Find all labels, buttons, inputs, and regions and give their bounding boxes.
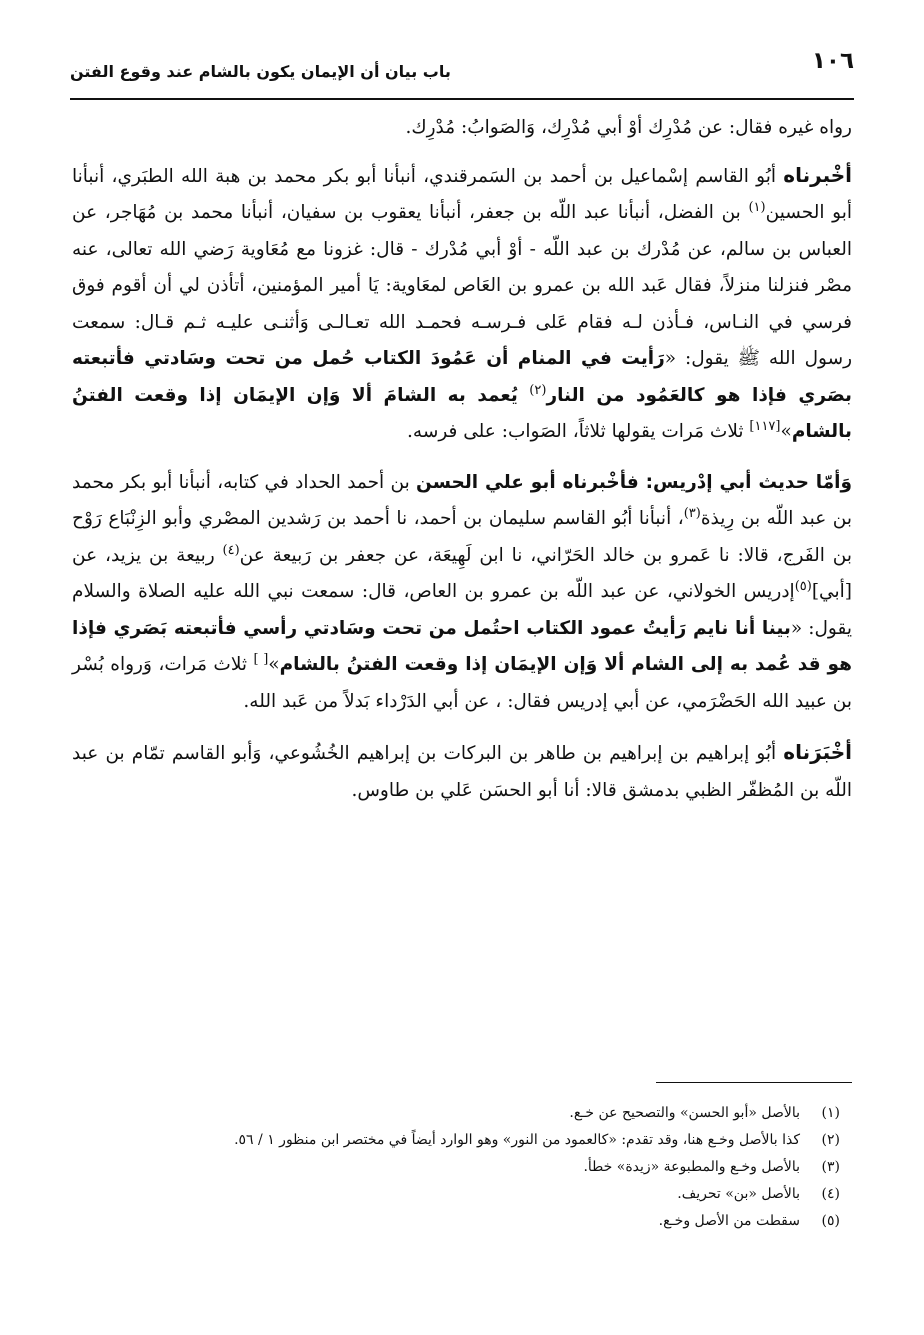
hadith-quote: رَأيت في المنام أن عَمُودَ الكتاب حُمل من تحت وسَادتي فأتبعته بصَري فإذا هو كالعَمُود من النار xyxy=(72,348,853,406)
paragraph-3 xyxy=(72,465,852,721)
footnote-text: بالأصل «أبو الحسن» والتصحيح عن خـع. xyxy=(569,1105,800,1121)
footnote-text: بالأصل «بن» تحريف. xyxy=(677,1186,800,1202)
footnote-text: بالأصل وخـع والمطبوعة «زيدة» خطأ. xyxy=(583,1159,800,1175)
footnote-number: (٣) xyxy=(821,1159,840,1175)
paragraph-lead: أخْبرناه xyxy=(783,162,852,187)
paragraph-lead: أخْبَرَناه xyxy=(783,740,852,764)
footnote-number: (٤) xyxy=(821,1186,840,1202)
footnote-ref[interactable]: (٣) xyxy=(683,505,701,521)
text-run: ، أنبأنا أبُو القاسم سليمان بن أحمد، نا أحمد بن رَشدين المصْري وأبو الزِنْبَاع رَوْح بن الفَرج، قالا: نا عَمرو بن خالد الحَرّاني، نا ابن لَهِيعَة، عن جعفر بن رَبيعة عن xyxy=(72,508,852,566)
footnote-text: سقطت من الأصل وخـع. xyxy=(658,1213,800,1229)
page-ref: [ ] xyxy=(253,651,269,667)
hadith-quote: يُعمد به الشامَ ألا وَإن الإيمَان إذا وقعت الفتنُ بالشام xyxy=(72,384,852,442)
footnote-divider xyxy=(656,1082,852,1083)
footnote-item xyxy=(72,1208,840,1235)
main-text xyxy=(72,110,852,823)
footnote-text: كذا بالأصل وخـع هنا، وقد تقدم: «كالعمود من النور» وهو الوارد أيضاً في مختصر ابن منظور ١ / ٥٦. xyxy=(234,1132,800,1148)
text-run: إدريس الخولاني، عن عبد اللّه بن عمرو بن العاص، قال: سمعت نبي الله عليه الصلاة والسلام يقول: « xyxy=(72,581,852,639)
footnote-ref[interactable]: (٢) xyxy=(529,382,547,398)
page-ref: [١١٧] xyxy=(749,418,781,434)
text-run: ثلاث مَرات، وَرواه بُسْر بن عبيد الله الحَضْرَمي، عن أبي إدريس فقال: ، عن أبي الدَرْداء بَدلاً من عَبد الله. xyxy=(72,654,852,712)
text-run: ربيعة بن يزيد، عن [أبي] xyxy=(72,544,852,602)
text-run: أبُو إبراهيم بن إبراهيم بن طاهر بن البركات بن إبراهيم الخُشُوعي، وَأبو القاسم تمّام بن عبد اللّه بن المُظفّر الظبي بدمشق قالا: أنا أبو الحسَن عَلي بن طاوس. xyxy=(72,743,852,801)
page-header xyxy=(70,48,854,100)
footnote-item xyxy=(72,1127,840,1154)
paragraph-4 xyxy=(72,734,852,809)
paragraph-lead: وَأمّا حديث أبي إدْريس: فأخْبرناه أبو علي الحسن xyxy=(416,471,853,493)
footnote-item xyxy=(72,1154,840,1181)
hadith-quote: بينا أنا نايم رَأيتُ عمود الكتاب احتُمل من تحت وسَادتي رأسي فأتبعته بَصَري فإذا هو قد عُمد به إلى الشام ألا وَإن الإيمَان إذا وقعت الفتنُ بالشام xyxy=(72,617,852,675)
footnote-number: (٥) xyxy=(821,1213,840,1229)
text-run: » xyxy=(268,654,280,675)
text-run: ثلاث مَرات يقولها ثلاثاً، الصَواب: على فرسه. xyxy=(407,421,750,442)
page-number: ١٠٦ xyxy=(811,48,854,74)
footnote-ref[interactable]: (٥) xyxy=(794,578,812,594)
text-run: أبُو القاسم إسْماعيل بن أحمد بن السَمرقندي، أنبأنا أبو بكر محمد بن هبة الله الطبَري، أنبأنا أبو الحسين xyxy=(72,165,852,223)
footnote-item xyxy=(72,1100,840,1127)
paragraph-1: رواه غيره فقال: عن مُدْرِك أوْ أبي مُدْرِك، وَالصَوابُ: مُدْرِك. xyxy=(405,117,852,138)
footnote-number: (٢) xyxy=(821,1132,840,1148)
footnote-item xyxy=(72,1181,840,1208)
text-run: بن أحمد الحداد في كتابه، أنبأنا أبو بكر محمد بن عبد اللّه بن رِيذة xyxy=(72,471,852,529)
footnote-number: (١) xyxy=(821,1105,840,1121)
text-run: » xyxy=(780,421,792,442)
text-run: بن الفضل، أنبأنا عبد اللّه بن جعفر، أنبأنا يعقوب بن سفيان، أنبأنا محمد بن مُهَاجر، عن العباس بن سالم، عن مُدْرك بن عبد اللّه - أوْ أبي مُدْرك - قال: غزونا مع مُعَاوية رَضي الله تعالى، عنه مصْر فنزلنا منزلاً، فقال عَبد الله بن عمرو بن العَاص لمعَاوية: يَا أمير المؤمنين، أتأذن لي أن أقوم فوق فرسي في النـاس، فـأذن لـه فقام عَلى فـرسـه فحمـد الله تعـالـى وَأثنـى عليـه ثـم قـال: سمعت رسول الله ﷺ يقول: « xyxy=(72,202,852,369)
footnote-ref[interactable]: (٤) xyxy=(222,542,240,558)
footnote-ref[interactable]: (١) xyxy=(748,199,766,215)
running-title: باب بيان أن الإيمان يكون بالشام عند وقوع الفتن xyxy=(70,62,451,81)
footnotes xyxy=(72,1100,840,1235)
paragraph-2 xyxy=(72,157,852,451)
